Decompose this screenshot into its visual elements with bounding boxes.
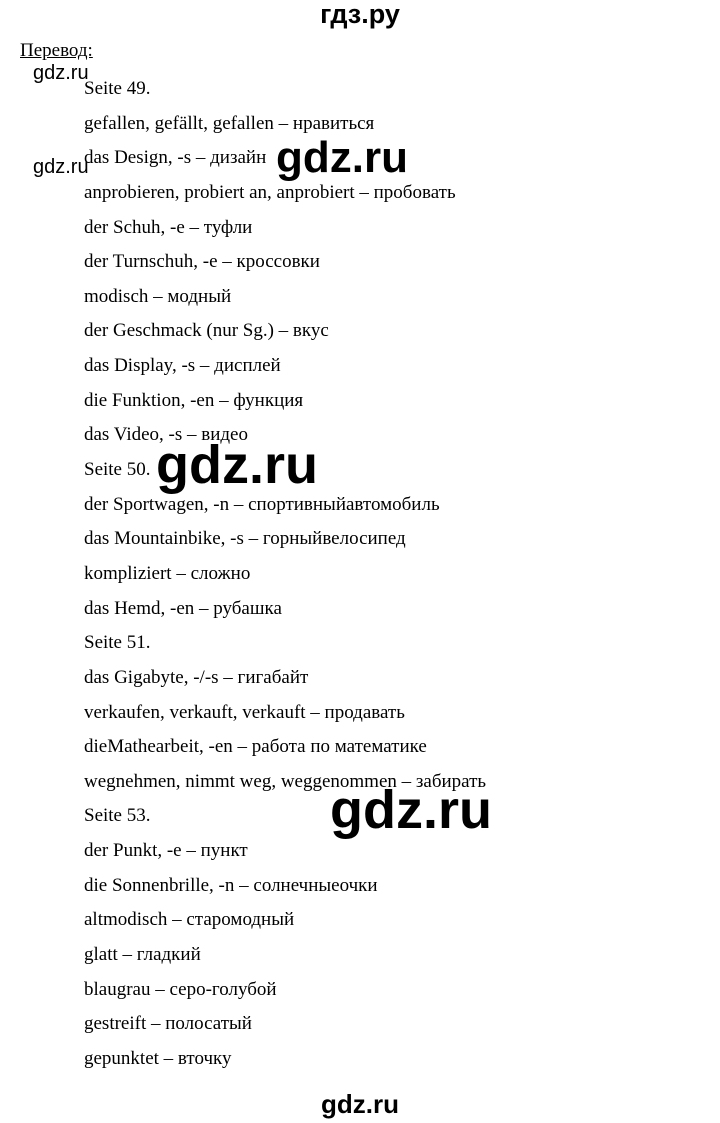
list-item: der Geschmack (nur Sg.) – вкус bbox=[84, 320, 329, 342]
list-item: das Hemd, -en – рубашка bbox=[84, 597, 282, 619]
vocabulary-list bbox=[84, 72, 486, 1077]
list-item: kompliziert – сложно bbox=[84, 562, 251, 584]
section-label: Перевод: bbox=[20, 40, 93, 61]
list-item: verkaufen, verkauft, verkauft – продавать bbox=[84, 701, 405, 723]
list-item: das Design, -s – дизайн bbox=[84, 147, 267, 169]
list-item: anprobieren, probiert an, anprobiert – пробовать bbox=[84, 181, 456, 203]
list-item: das Mountainbike, -s – горныйвелосипед bbox=[84, 528, 406, 550]
list-item: die Funktion, -en – функция bbox=[84, 389, 304, 411]
list-item: Seite 50. bbox=[84, 459, 151, 481]
watermark: gdz.ru bbox=[276, 133, 408, 182]
list-item: Seite 51. bbox=[84, 632, 151, 654]
list-item: Seite 53. bbox=[84, 805, 151, 827]
list-item: blaugrau – серо-голубой bbox=[84, 978, 277, 1000]
list-item: die Sonnenbrille, -n – солнечныеочки bbox=[84, 874, 378, 896]
list-item: wegnehmen, nimmt weg, weggenommen – забирать bbox=[84, 770, 487, 792]
list-item: der Turnschuh, -e – кроссовки bbox=[84, 251, 320, 273]
list-item: modisch – модный bbox=[84, 285, 232, 307]
watermark: gdz.ru bbox=[156, 435, 318, 495]
list-item: gefallen, gefällt, gefallen – нравиться bbox=[84, 112, 375, 134]
watermark: gdz.ru bbox=[33, 62, 89, 84]
list-item: gepunktet – вточку bbox=[84, 1047, 232, 1069]
list-item: der Punkt, -e – пункт bbox=[84, 840, 248, 862]
site-header-title: гдз.ру bbox=[320, 0, 400, 29]
site-footer-title: gdz.ru bbox=[321, 1089, 399, 1119]
list-item: gestreift – полосатый bbox=[84, 1013, 252, 1035]
watermark: gdz.ru bbox=[33, 156, 89, 178]
list-item: altmodisch – старомодный bbox=[84, 909, 295, 931]
list-item: glatt – гладкий bbox=[84, 944, 201, 966]
list-item: das Video, -s – видео bbox=[84, 424, 248, 446]
list-item: das Display, -s – дисплей bbox=[84, 355, 281, 377]
watermark: gdz.ru bbox=[330, 780, 492, 840]
list-item: der Schuh, -e – туфли bbox=[84, 216, 253, 238]
list-item: dieMathearbeit, -en – работа по математике bbox=[84, 736, 427, 758]
list-item: das Gigabyte, -/-s – гигабайт bbox=[84, 666, 309, 688]
list-item: Seite 49. bbox=[84, 78, 151, 99]
list-item: der Sportwagen, -n – спортивныйавтомобиль bbox=[84, 493, 440, 515]
